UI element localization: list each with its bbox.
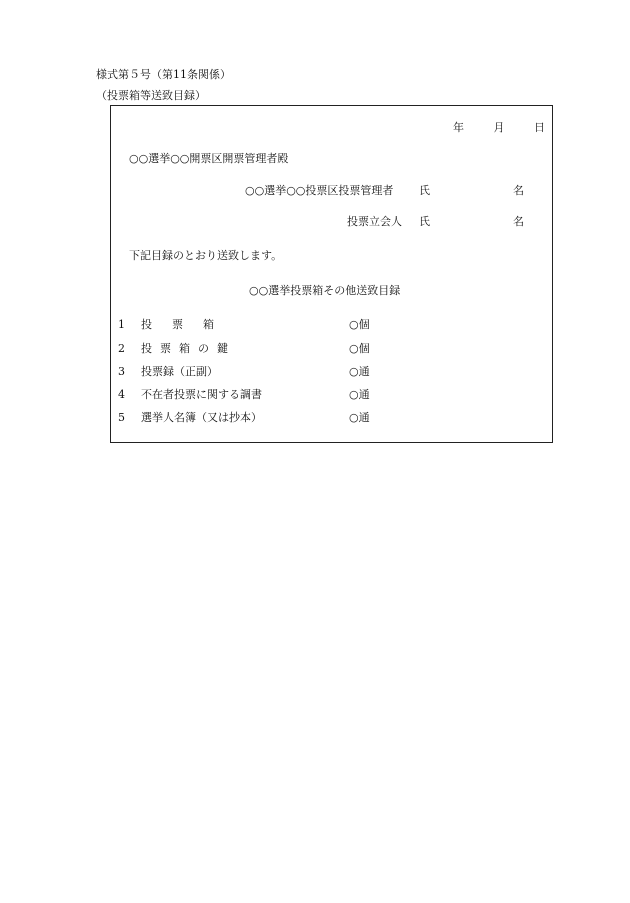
sender-title: ○○選挙○○投票区投票管理者: [245, 184, 394, 197]
sender-surname-label: 氏: [419, 184, 430, 197]
list-title: ○○選挙投票箱その他送致目録: [249, 284, 401, 297]
date-day: 日: [534, 121, 545, 134]
item-quantity: ○通: [349, 365, 370, 378]
date-month: 月: [493, 121, 505, 134]
item-number: 3: [118, 365, 125, 378]
item-quantity: ○通: [349, 411, 370, 424]
date-row: [453, 121, 545, 135]
item-name: 投票箱: [141, 318, 234, 331]
witness-surname-label: 氏: [419, 215, 430, 228]
sender-name-label: 名: [513, 184, 524, 197]
form-title: 様式第５号（第11条関係）: [96, 68, 231, 81]
witness-title: 投票立会人: [347, 215, 402, 228]
item-name: 投票録（正副）: [141, 365, 218, 378]
form-subtitle: （投票箱等送致目録）: [96, 89, 206, 102]
date-year: 年: [453, 121, 464, 134]
item-quantity: ○通: [349, 388, 370, 401]
item-number: 2: [118, 342, 125, 355]
addressee: ○○選挙○○開票区開票管理者殿: [129, 152, 289, 165]
item-name: 投票箱の鍵: [141, 342, 236, 355]
item-quantity: ○個: [349, 342, 370, 355]
item-number: 5: [118, 411, 125, 424]
item-number: 1: [118, 318, 125, 331]
witness-name-label: 名: [513, 215, 524, 228]
item-number: 4: [118, 388, 125, 401]
item-name: 不在者投票に関する調書: [141, 388, 262, 401]
item-name: 選挙人名簿（又は抄本）: [141, 411, 262, 424]
item-quantity: ○個: [349, 318, 370, 331]
intro-text: 下記目録のとおり送致します。: [129, 249, 283, 262]
